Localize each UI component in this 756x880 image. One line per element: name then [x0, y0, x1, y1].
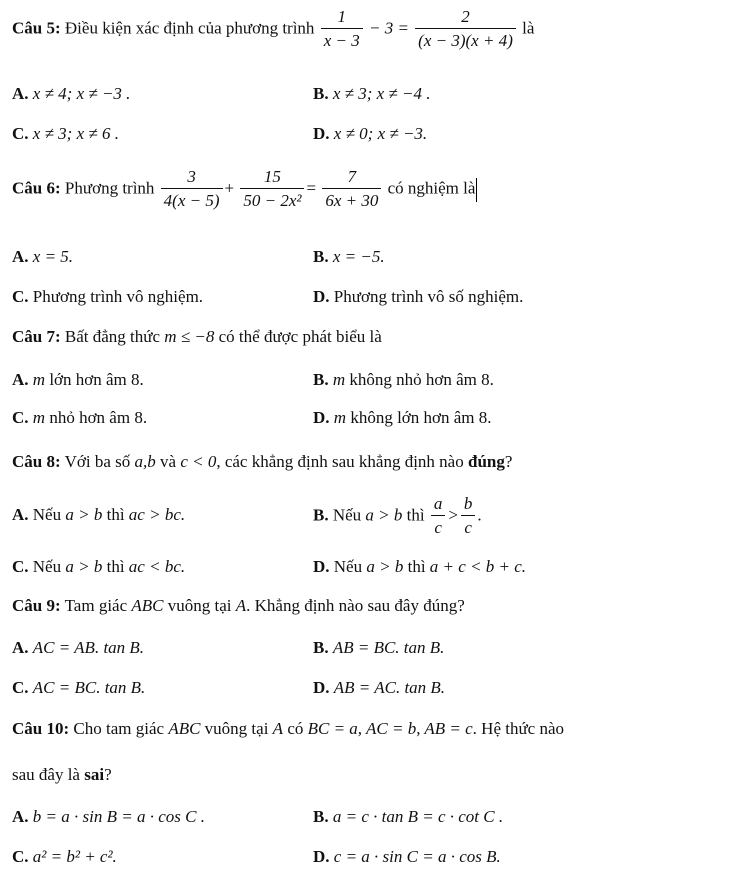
q10-option-c[interactable]: C. a² = b² + c². — [12, 847, 117, 866]
question-9 — [12, 596, 465, 616]
q5-option-d[interactable]: D. x ≠ 0; x ≠ −3. — [313, 124, 428, 143]
q5-option-c[interactable]: C. x ≠ 3; x ≠ 6 . — [12, 124, 119, 143]
q6-option-c[interactable]: C. Phương trình vô nghiệm. — [12, 287, 204, 306]
question-5-math-mid: − 3 = — [364, 18, 409, 38]
question-10-text-2: vuông tại — [204, 719, 269, 738]
question-10-bold: sai — [84, 765, 105, 784]
question-10-label: Câu 10: — [12, 719, 70, 738]
question-8-math-ab: a,b — [134, 452, 156, 471]
question-6-label: Câu 6: — [12, 178, 61, 198]
question-6-fraction-1: $\frac{3}{4(x - 5)}$ — [161, 166, 223, 213]
q8-option-c[interactable]: C. Nếu a > b thì ac < bc. — [12, 557, 186, 576]
question-8-text: Với ba số — [64, 452, 131, 471]
question-10-math-sides: BC = a, AC = b, AB = c — [307, 719, 473, 738]
question-10-math-a: A — [272, 719, 284, 738]
question-5-fraction-2: $\frac{2}{(x - 3)(x + 4)}$ — [415, 6, 516, 53]
q9-option-c[interactable]: C. AC = BC. tan B. — [12, 678, 146, 697]
question-6-eq: = — [306, 178, 317, 198]
question-8-label: Câu 8: — [12, 452, 61, 471]
q5-option-b[interactable]: B. x ≠ 3; x ≠ −4 . — [313, 84, 431, 103]
question-7-label: Câu 7: — [12, 327, 61, 346]
q8-fraction-a-c: $\frac{a}{c}$ — [431, 493, 446, 540]
question-6 — [12, 166, 477, 213]
question-6-plus: + — [224, 178, 235, 198]
question-5-label: Câu 5: — [12, 18, 61, 38]
q6-option-a[interactable]: A. x = 5. — [12, 247, 74, 266]
q7-option-b[interactable]: B. m không nhỏ hơn âm 8. — [313, 370, 494, 389]
question-8-qmark: ? — [504, 452, 513, 471]
question-8-math-c: c < 0 — [180, 452, 217, 471]
question-9-text-3: . Khẳng định nào sau đây đúng? — [246, 596, 465, 615]
question-9-math-a: A — [235, 596, 247, 615]
question-8-and: và — [160, 452, 177, 471]
q8-option-d[interactable]: D. Nếu a > b thì a + c < b + c. — [313, 557, 527, 576]
question-6-fraction-3: $\frac{7}{6x + 30}$ — [322, 166, 381, 213]
q8-fraction-b-c: $\frac{b}{c}$ — [461, 493, 476, 540]
question-6-text: Phương trình — [64, 178, 155, 198]
question-7 — [12, 327, 382, 347]
question-9-text-2: vuông tại — [167, 596, 232, 615]
q10-option-a[interactable]: A. b = a · sin B = a · cos C . — [12, 807, 205, 826]
question-10-text: Cho tam giác — [73, 719, 165, 738]
question-7-end: có thể được phát biểu là — [218, 327, 382, 346]
question-5 — [12, 6, 534, 53]
question-9-label: Câu 9: — [12, 596, 61, 615]
q6-option-d[interactable]: D. Phương trình vô số nghiệm. — [313, 287, 524, 306]
question-6-fraction-2: $\frac{15}{\text{50 − 2x²}}$ — [240, 166, 304, 213]
text-cursor — [476, 178, 477, 202]
q9-option-a[interactable]: A. AC = AB. tan B. — [12, 638, 145, 657]
question-7-text: Bất đẳng thức — [64, 327, 161, 346]
question-10-qmark: ? — [104, 765, 112, 784]
q7-option-c[interactable]: C. m nhỏ hơn âm 8. — [12, 408, 148, 427]
question-10 — [12, 719, 564, 739]
question-9-text: Tam giác — [64, 596, 128, 615]
question-5-text: Điều kiện xác định của phương trình — [64, 18, 315, 38]
q7-option-a[interactable]: A. m lớn hơn âm 8. — [12, 370, 144, 389]
question-10-text-3: có — [287, 719, 304, 738]
q5-option-a[interactable]: A. x ≠ 4; x ≠ −3 . — [12, 84, 131, 103]
q9-option-d[interactable]: D. AB = AC. tan B. — [313, 678, 446, 697]
question-7-math: m ≤ −8 — [164, 327, 215, 346]
question-10-text-4: . Hệ thức nào — [472, 719, 565, 738]
question-6-end: có nghiệm là — [387, 178, 476, 198]
q7-option-d[interactable]: D. m không lớn hơn âm 8. — [313, 408, 492, 427]
question-8 — [12, 452, 512, 472]
q8-option-b[interactable]: B. Nếu a > b thì $\frac{a}{c}$ > $\frac{b}{c}$ . — [313, 493, 482, 540]
question-8-bold: đúng — [467, 452, 505, 471]
question-10-math-abc: ABC — [168, 719, 201, 738]
question-10-line-2 — [12, 765, 112, 785]
q8-option-a[interactable]: A. Nếu a > b thì ac > bc. — [12, 505, 186, 524]
question-5-end: là — [522, 18, 535, 38]
q9-option-b[interactable]: B. AB = BC. tan B. — [313, 638, 445, 657]
question-10-line2-text: sau đây là — [12, 765, 80, 784]
q6-option-b[interactable]: B. x = −5. — [313, 247, 385, 266]
question-5-fraction-1: $\frac{1}{x - 3}$ — [321, 6, 363, 53]
question-8-text-2: , các khẳng định sau khẳng định nào — [216, 452, 464, 471]
q10-option-d[interactable]: D. c = a · sin C = a · cos B. — [313, 847, 501, 866]
q10-option-b[interactable]: B. a = c · tan B = c · cot C . — [313, 807, 504, 826]
question-9-math-abc: ABC — [131, 596, 164, 615]
